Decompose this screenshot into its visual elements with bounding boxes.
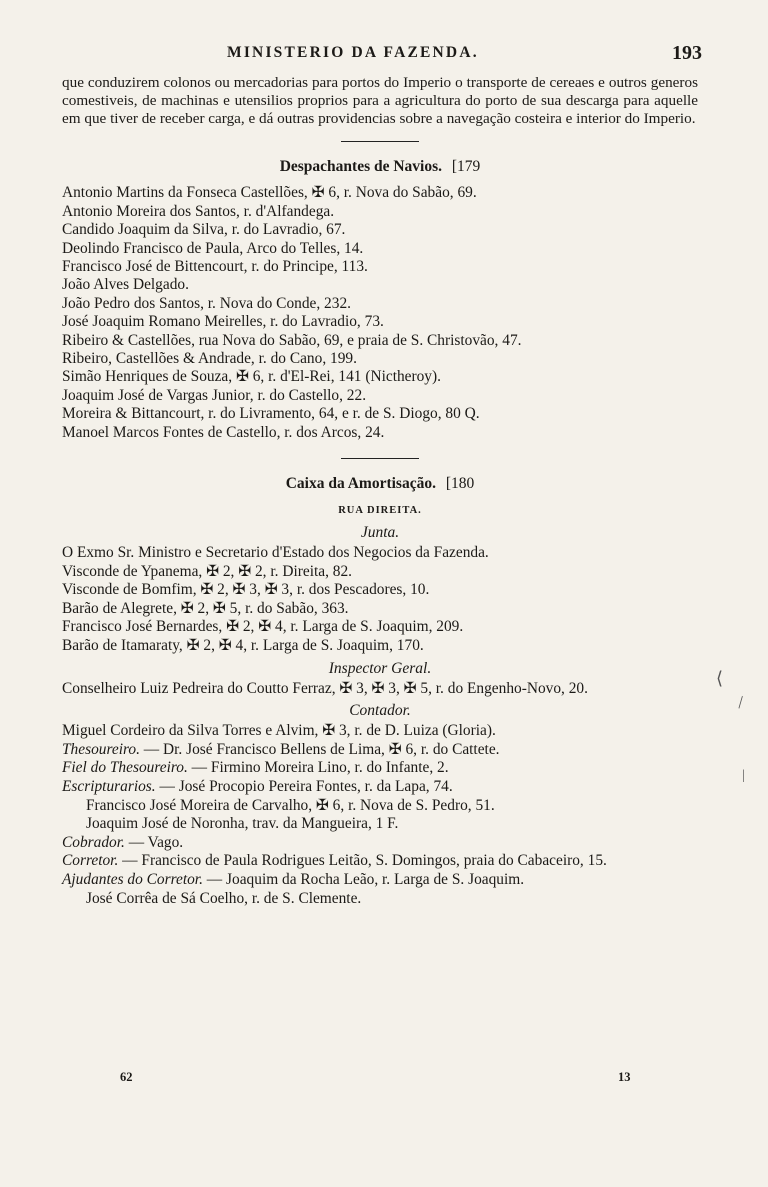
entry-text: Miguel Cordeiro da Silva Torres e Alvim, ✠ 3, r. de D. Luiza (Gloria).	[62, 722, 496, 740]
list-item: Simão Henriques de Souza, ✠ 6, r. d'El-Rei, 141 (Nictheroy).	[62, 368, 441, 386]
section-title: Caixa da Amortisação.	[285, 475, 436, 493]
entry-text: José Corrêa de Sá Coelho, r. de S. Clemente.	[86, 889, 362, 907]
role-label: Corretor.	[62, 852, 119, 870]
section-heading-caixa	[62, 475, 698, 497]
section-divider	[341, 141, 419, 142]
list-item: Francisco José de Bittencourt, r. do Principe, 113.	[62, 258, 368, 276]
entry-text: — Francisco de Paula Rodrigues Leitão, S. Domingos, praia do Cabaceiro, 15.	[118, 852, 607, 870]
running-title: MINISTERIO DA FAZENDA.	[227, 44, 479, 61]
running-header	[62, 42, 702, 72]
despachantes-list	[62, 184, 698, 442]
list-item	[62, 722, 698, 741]
list-item	[62, 741, 698, 760]
list-item: Barão de Itamaraty, ✠ 2, ✠ 4, r. Larga de S. Joaquim, 170.	[62, 637, 424, 655]
list-item: Joaquim José de Vargas Junior, r. do Castello, 22.	[62, 386, 367, 404]
entry-text: Joaquim José de Noronha, trav. da Mangueira, 1 F.	[86, 815, 399, 833]
signature-mark-left: 62	[120, 1070, 133, 1084]
subheading-inspector: Inspector Geral.	[328, 659, 432, 677]
page-number: 193	[672, 42, 702, 64]
list-item: José Joaquim Romano Meirelles, r. do Lavradio, 73.	[62, 313, 384, 331]
list-item	[62, 759, 698, 778]
list-item: Antonio Moreira dos Santos, r. d'Alfandega.	[62, 202, 335, 220]
contador-list	[62, 722, 698, 908]
list-item: Visconde de Bomfim, ✠ 2, ✠ 3, ✠ 3, r. dos Pescadores, 10.	[62, 581, 430, 599]
entry-text: — Firmino Moreira Lino, r. do Infante, 2.	[187, 759, 449, 777]
entry-text: — Dr. José Francisco Bellens de Lima, ✠ 6, r. do Cattete.	[139, 740, 500, 758]
list-item: Antonio Martins da Fonseca Castellões, ✠ 6, r. Nova do Sabão, 69.	[62, 184, 477, 202]
role-label: Thesoureiro.	[62, 740, 140, 758]
section-number: [179	[451, 158, 481, 176]
list-item	[62, 852, 698, 871]
role-label: Escripturarios.	[62, 778, 156, 796]
list-item: O Exmo Sr. Ministro e Secretario d'Estado dos Negocios da Fazenda.	[62, 544, 489, 562]
list-item: Francisco José Bernardes, ✠ 2, ✠ 4, r. Larga de S. Joaquim, 209.	[62, 618, 464, 636]
entry-text: — Joaquim da Rocha Leão, r. Larga de S. Joaquim.	[202, 870, 525, 888]
list-item: Barão de Alegrete, ✠ 2, ✠ 5, r. do Sabão, 363.	[62, 599, 349, 617]
subheading-contador: Contador.	[349, 702, 411, 720]
list-item: Ribeiro, Castellões & Andrade, r. do Cano, 199.	[62, 350, 357, 368]
list-item	[62, 834, 698, 853]
section-number: [180	[445, 475, 475, 493]
entry-text: Francisco José Moreira de Carvalho, ✠ 6, r. Nova de S. Pedro, 51.	[86, 796, 495, 814]
margin-mark: ⟨	[716, 668, 724, 688]
list-item: Visconde de Ypanema, ✠ 2, ✠ 2, r. Direita, 82.	[62, 562, 353, 580]
subheading-junta: Junta.	[360, 524, 400, 542]
list-item: Conselheiro Luiz Pedreira do Coutto Ferraz, ✠ 3, ✠ 3, ✠ 5, r. do Engenho-Novo, 20.	[62, 679, 588, 697]
role-label: Fiel do Thesoureiro.	[62, 759, 188, 777]
street-label: RUA DIREITA.	[338, 505, 422, 517]
list-item: Deolindo Francisco de Paula, Arco do Telles, 14.	[62, 239, 364, 257]
list-item: João Alves Delgado.	[62, 276, 189, 294]
margin-mark: |	[742, 768, 745, 783]
list-item: Candido Joaquim da Silva, r. do Lavradio, 67.	[62, 221, 346, 239]
list-item: João Pedro dos Santos, r. Nova do Conde, 232.	[62, 294, 351, 312]
document-page	[62, 42, 702, 908]
section-title: Despachantes de Navios.	[279, 158, 443, 176]
list-item: Moreira & Bittancourt, r. do Livramento, 64, e r. de S. Diogo, 80 Q.	[62, 405, 480, 423]
section-divider	[341, 458, 419, 459]
list-item	[62, 815, 698, 834]
junta-list	[62, 544, 698, 656]
list-item	[62, 871, 698, 890]
role-label: Ajudantes do Corretor.	[62, 870, 203, 888]
section-heading-despachantes	[62, 158, 698, 180]
list-item	[62, 778, 698, 797]
list-item: Ribeiro & Castellões, rua Nova do Sabão, 69, e praia de S. Christovão, 47.	[62, 331, 522, 349]
entry-text: — Vago.	[124, 833, 184, 851]
margin-mark: \	[733, 692, 749, 712]
list-item: Manoel Marcos Fontes de Castello, r. dos Arcos, 24.	[62, 423, 385, 441]
entry-text: — José Procopio Pereira Fontes, r. da Lapa, 74.	[155, 778, 453, 796]
signature-mark-right: 13	[618, 1070, 631, 1084]
list-item	[62, 890, 698, 909]
role-label: Cobrador.	[62, 833, 125, 851]
intro-paragraph: que conduzirem colonos ou mercadorias para portos do Imperio o transporte de cereaes e outros generos comestiveis, de machinas e utensilios proprios para a agricultura do porto de sua descarga para aquelle em que tiver de receber carga, e dá outras providencias sobre a navegação costeira e interior do Imperio.	[62, 74, 698, 127]
list-item	[62, 797, 698, 816]
